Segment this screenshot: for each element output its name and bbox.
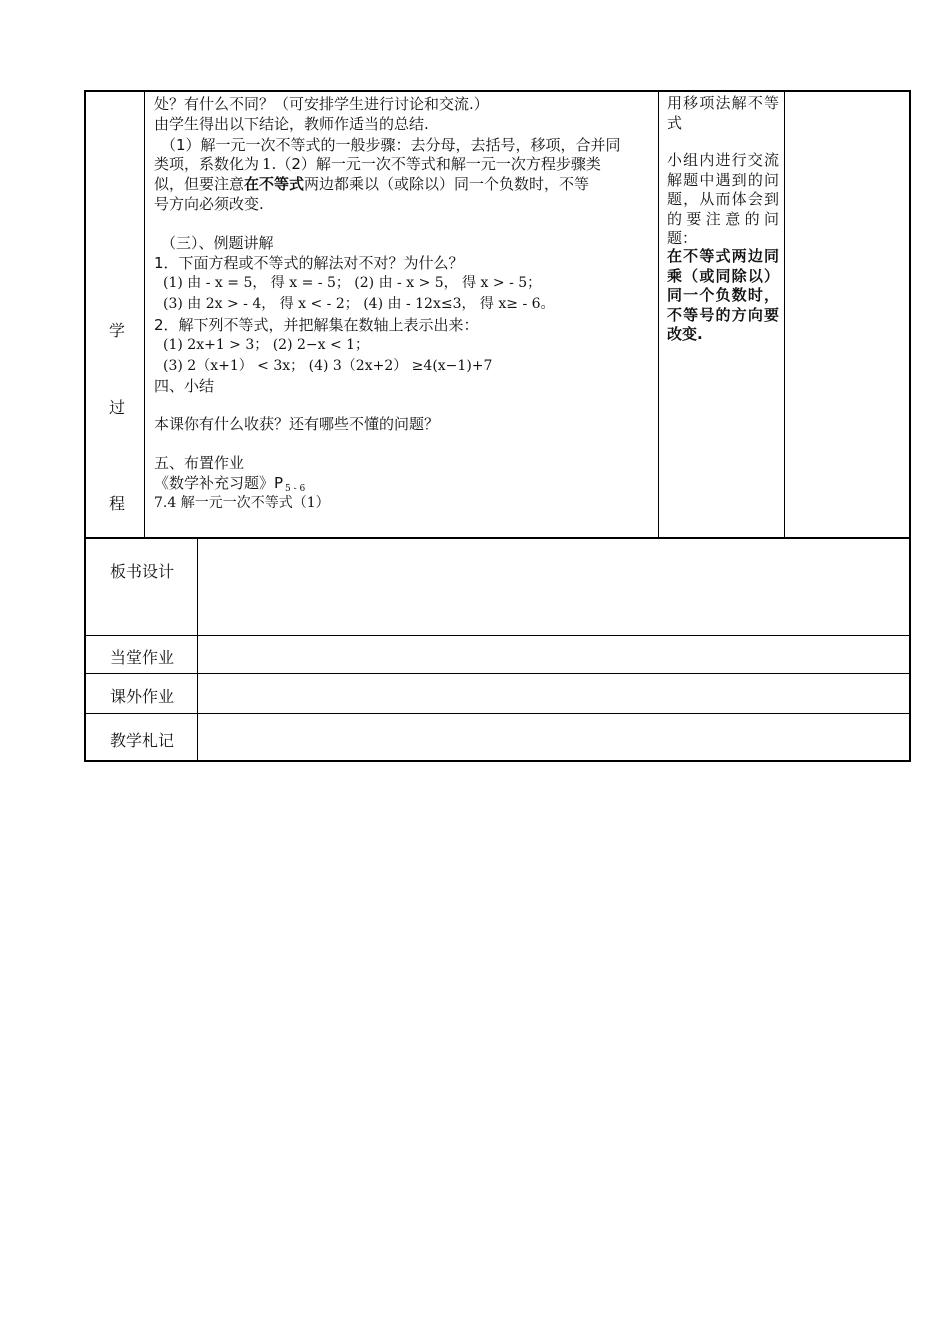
- steps-2-text: 类项，系数化为: [154, 155, 260, 173]
- section-summary-heading: 四、小结: [154, 377, 215, 395]
- col-divider-2: [658, 90, 659, 538]
- question-1: 1．下面方程或不等式的解法对不对？为什么？: [154, 254, 464, 272]
- table-right-border: [909, 90, 911, 762]
- line-discussion: 处？有什么不同？（可安排学生进行讨论和交流.）: [154, 95, 489, 113]
- line-conclusion: 由学生得出以下结论，教师作适当的总结.: [154, 115, 429, 133]
- steps-2-tail: （2）解一元一次不等式和解一元一次方程步骤类: [276, 155, 601, 173]
- note-method: 用移项法解不等式: [667, 94, 779, 132]
- row-divider-1: [84, 537, 911, 539]
- table-left-border: [84, 90, 86, 762]
- question-2: 2．解下列不等式，并把解集在数轴上表示出来：: [154, 316, 479, 334]
- line-steps-4: 号方向必须改变.: [154, 195, 264, 213]
- row-divider-3: [84, 673, 911, 674]
- question-1-items-b: (3) 由 2x > - 4， 得 x < - 2； (4) 由 - 12x≤3， 得 x≥ - 6。: [163, 296, 555, 312]
- question-2-items-b: (3) 2（x+1） < 3x； (4) 3（2x+2） ≥4(x−1)+7: [163, 358, 493, 374]
- homework-book-pages: 5 - 6: [285, 484, 306, 494]
- steps-3-pre: 似，但要注意: [154, 175, 245, 193]
- note-group-work: 小组内进行交流解题中遇到的问题，从而体会到的要注意的问题：: [667, 151, 779, 247]
- steps-3-post: 两边都乘以（或除以）同一个负数时，不等: [304, 175, 590, 193]
- col-divider-1: [144, 90, 145, 538]
- row-label-extra-homework: 课外作业: [109, 687, 174, 706]
- question-2-items-a: (1) 2x+1 > 3； (2) 2−x < 1；: [163, 337, 370, 353]
- col-divider-3: [784, 90, 785, 538]
- row-label-teaching-notes: 教学札记: [109, 731, 174, 750]
- row-divider-2: [84, 635, 911, 636]
- label-col-divider: [197, 538, 198, 761]
- process-label-char-2: 过: [108, 398, 125, 417]
- question-1-items-a: (1) 由 - x = 5， 得 x = - 5； (2) 由 - x > 5， 得 x > - 5；: [163, 275, 542, 291]
- process-label-char-1: 学: [108, 321, 125, 340]
- section-examples-heading: （三）、例题讲解: [161, 234, 274, 252]
- row-label-class-homework: 当堂作业: [109, 648, 174, 667]
- section-homework-heading: 五、布置作业: [154, 454, 245, 472]
- line-steps-1: （1）解一元一次不等式的一般步骤：去分母，去括号，移项，合并同: [161, 136, 621, 154]
- homework-lesson-line: 7.4 解一元一次不等式（1）: [154, 495, 330, 511]
- summary-question: 本课你有什么收获？还有哪些不懂的问题？: [154, 415, 440, 433]
- row-divider-4: [84, 713, 911, 714]
- note-key-point: 在不等式两边同乘（或同除以）同一个负数时，不等号的方向要改变.: [667, 247, 779, 343]
- line-steps-3: [154, 175, 589, 194]
- steps-2-number: 1.: [262, 155, 277, 173]
- line-steps-2: [154, 155, 601, 174]
- table-top-border: [84, 90, 911, 92]
- row-label-board-design: 板书设计: [109, 562, 174, 581]
- steps-3-bold: 在不等式: [244, 175, 305, 193]
- table-bottom-border: [84, 760, 911, 762]
- homework-book-title: 《数学补充习题》P: [154, 474, 284, 492]
- process-label-char-3: 程: [108, 494, 125, 513]
